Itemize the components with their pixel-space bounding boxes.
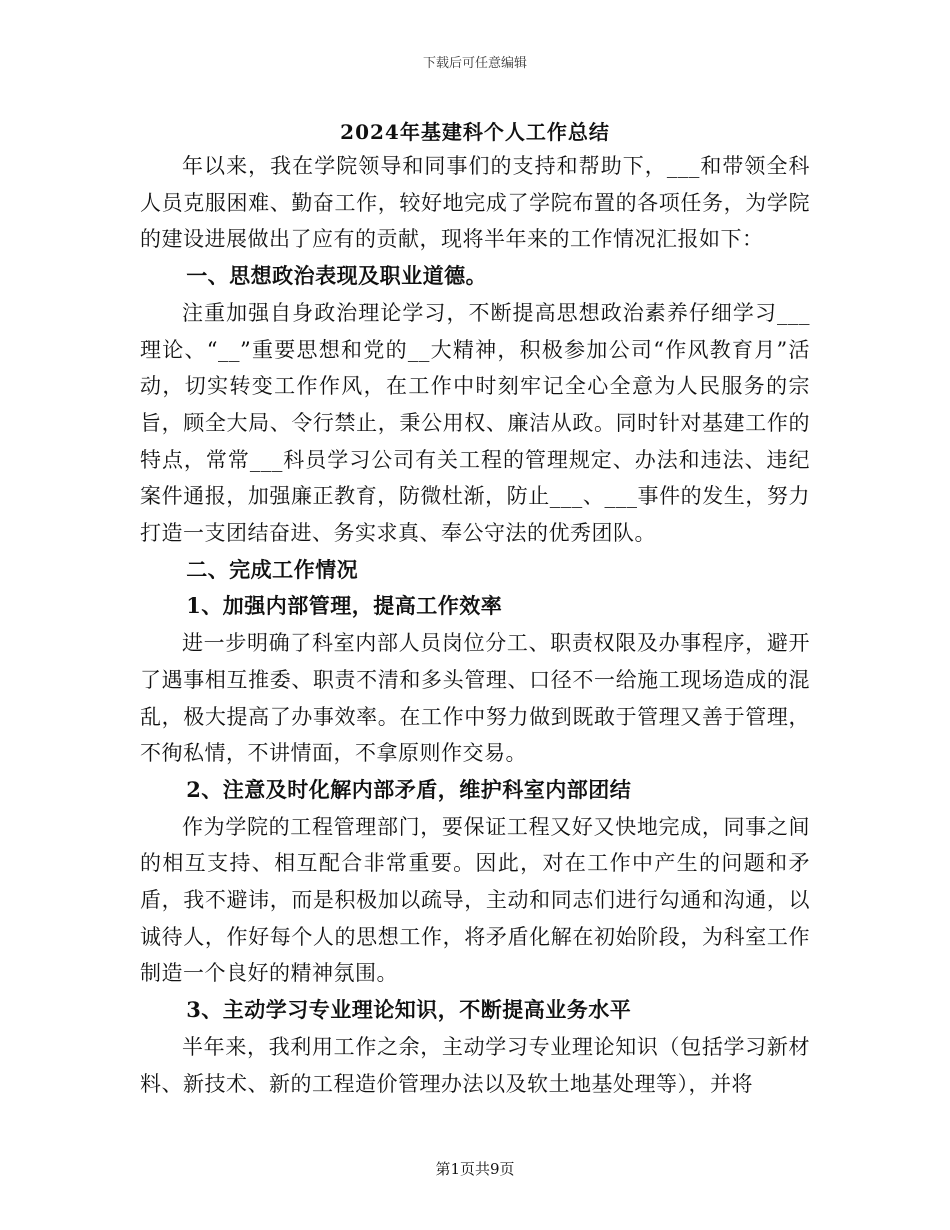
paragraph-unity: 作为学院的工程管理部门，要保证工程又好又快地完成，同事之间的相互支持、相互配合非常重要。因此，对在工作中产生的问题和矛盾，我不避讳，而是积极加以疏导，主动和同志们进行勾通和沟通，以诚待人，作好每个人的思想工作，将矛盾化解在初始阶段，为科室工作制造一个良好的精神氛围。 bbox=[140, 814, 810, 986]
sub-heading-2: 2、注意及时化解内部矛盾，维护科室内部团结 bbox=[186, 776, 632, 802]
section-heading-1: 一、思想政治表现及职业道德。 bbox=[186, 263, 488, 289]
paragraph-learning: 半年来，我利用工作之余，主动学习专业理论知识（包括学习新材料、新技术、新的工程造价管理办法以及软土地基处理等），并将 bbox=[140, 1034, 810, 1096]
sub-heading-1: 1、加强内部管理，提高工作效率 bbox=[186, 593, 503, 619]
paragraph-politics: 注重加强自身政治理论学习，不断提高思想政治素养仔细学习___理论、“__”重要思想和党的__大精神，积极参加公司“作风教育月”活动，切实转变工作作风，在工作中时刻牢记全心全意为人民服务的宗旨，顾全大局、令行禁止，秉公用权、廉洁从政。同时针对基建工作的特点，常常___科员学习公司有关工程的管理规定、办法和违法、违纪案件通报，加强廉正教育，防微杜渐，防止___、___事件的发生，努力打造一支团结奋进、务实求真、奉公守法的优秀团队。 bbox=[140, 300, 810, 546]
paragraph-management: 进一步明确了科室内部人员岗位分工、职责权限及办事程序，避开了遇事相互推委、职责不清和多头管理、口径不一给施工现场造成的混乱，极大提高了办事效率。在工作中努力做到既敢于管理又善于管理，不徇私情，不讲情面，不拿原则作交易。 bbox=[140, 631, 810, 766]
sub-heading-3: 3、主动学习专业理论知识，不断提高业务水平 bbox=[186, 997, 632, 1023]
section-heading-2: 二、完成工作情况 bbox=[186, 556, 359, 582]
page-number-footer: 第1页共9页 bbox=[435, 1160, 515, 1178]
header-note: 下载后可任意编辑 bbox=[422, 56, 527, 71]
document-body bbox=[140, 148, 810, 1102]
page-title: 2024年基建科个人工作总结 bbox=[340, 120, 610, 144]
intro-paragraph: 年以来，我在学院领导和同事们的支持和帮助下，___和带领全科人员克服困难、勤奋工作，较好地完成了学院布置的各项任务，为学院的建设进展做出了应有的贡献，现将半年来的工作情况汇报如下： bbox=[140, 154, 810, 252]
